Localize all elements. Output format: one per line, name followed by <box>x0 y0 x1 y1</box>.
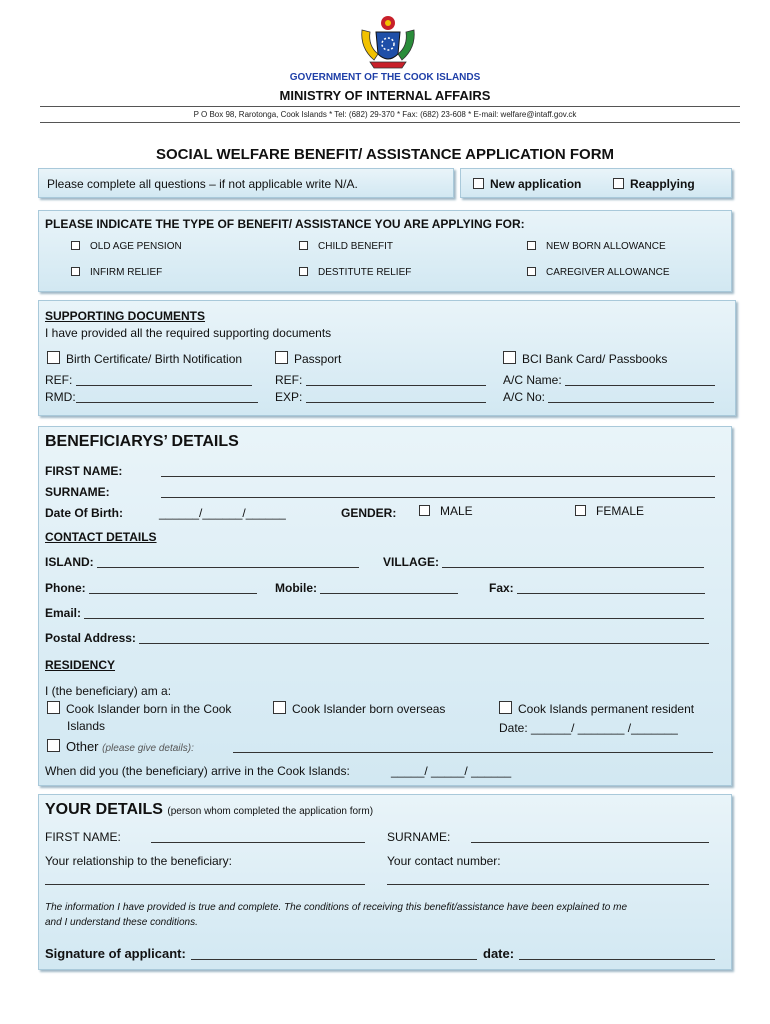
your-details-heading-row: YOUR DETAILS (person whom completed the application form) <box>45 801 374 818</box>
relationship-field[interactable] <box>45 873 365 885</box>
birth-rmd-field[interactable]: RMD: <box>45 390 258 404</box>
new-application-checkbox[interactable] <box>473 178 484 189</box>
ministry-title: MINISTRY OF INTERNAL AFFAIRS <box>279 88 491 103</box>
signature-field[interactable] <box>191 948 477 960</box>
checkbox[interactable] <box>575 505 586 516</box>
checkbox[interactable] <box>47 739 60 752</box>
new-application-option[interactable]: New application <box>473 177 581 191</box>
residency-other-details-field[interactable] <box>233 741 713 753</box>
instructions-panel <box>38 168 454 198</box>
instructions-text: Please complete all questions – if not applicable write N/A. <box>47 177 358 191</box>
signature-label: Signature of applicant: <box>45 946 186 961</box>
beneficiary-first-name-field[interactable] <box>161 465 715 477</box>
declaration-text-cont: and I understand these conditions. <box>45 917 198 928</box>
gender-female-option[interactable]: FEMALE <box>575 504 644 518</box>
arrival-date-field[interactable]: _____/ _____/ ______ <box>391 764 512 778</box>
checkbox[interactable] <box>527 267 536 276</box>
benefit-option-caregiver-allowance[interactable]: CAREGIVER ALLOWANCE <box>527 267 670 278</box>
signature-date-field[interactable] <box>519 948 715 960</box>
reapplying-checkbox[interactable] <box>613 178 624 189</box>
contact-details-heading: CONTACT DETAILS <box>45 530 157 544</box>
phone-field[interactable]: Phone: <box>45 581 257 595</box>
checkbox[interactable] <box>527 241 536 250</box>
beneficiary-surname-field[interactable] <box>161 486 715 498</box>
mobile-field[interactable]: Mobile: <box>275 581 458 595</box>
account-number-field[interactable]: A/C No: <box>503 390 714 404</box>
supporting-documents-panel <box>38 300 736 416</box>
residency-born-cook-islands[interactable]: Cook Islander born in the Cook <box>47 701 231 716</box>
declaration-text: The information I have provided is true and complete. The conditions of receiving this benefit/assistance have been explained to me <box>45 902 628 913</box>
island-field[interactable]: ISLAND: <box>45 555 359 569</box>
coat-of-arms-logo <box>352 14 424 72</box>
gender-male-option[interactable]: MALE <box>419 504 473 518</box>
passport-ref-field[interactable]: REF: <box>275 373 486 387</box>
your-surname-field[interactable] <box>471 831 709 843</box>
birth-certificate-option[interactable]: Birth Certificate/ Birth Notification <box>47 351 242 366</box>
checkbox[interactable] <box>273 701 286 714</box>
supporting-documents-heading: SUPPORTING DOCUMENTS <box>45 309 206 323</box>
checkbox[interactable] <box>71 241 80 250</box>
your-surname-label: SURNAME: <box>387 830 451 844</box>
gender-label: GENDER: <box>341 506 397 520</box>
beneficiary-details-panel <box>38 426 732 786</box>
residency-heading: RESIDENCY <box>45 658 116 672</box>
birth-ref-field[interactable]: REF: <box>45 373 252 387</box>
checkbox[interactable] <box>71 267 80 276</box>
reapplying-option[interactable]: Reapplying <box>613 177 695 191</box>
application-type-panel <box>460 168 732 198</box>
surname-label: SURNAME: <box>45 485 110 499</box>
residency-born-cook-islands-cont: Islands <box>67 719 106 733</box>
checkbox[interactable] <box>299 241 308 250</box>
contact-address: P O Box 98, Rarotonga, Cook Islands * Tel: (682) 29-370 * Fax: (682) 23-608 * E-mail: welfare@intaff.gov.ck <box>193 110 577 119</box>
your-first-name-label: FIRST NAME: <box>45 830 121 844</box>
relationship-label: Your relationship to the beneficiary: <box>45 854 233 868</box>
dob-label: Date Of Birth: <box>45 506 123 520</box>
government-title: GOVERNMENT OF THE COOK ISLANDS <box>289 72 481 83</box>
checkbox[interactable] <box>47 351 60 364</box>
benefit-option-new-born-allowance[interactable]: NEW BORN ALLOWANCE <box>527 241 666 252</box>
benefit-option-old-age-pension[interactable]: OLD AGE PENSION <box>71 241 182 252</box>
your-first-name-field[interactable] <box>151 831 365 843</box>
checkbox[interactable] <box>299 267 308 276</box>
residency-permanent-resident[interactable]: Cook Islands permanent resident <box>499 701 694 716</box>
divider <box>40 122 740 123</box>
beneficiary-details-heading: BENEFICIARYS’ DETAILS <box>45 433 239 450</box>
form-title: SOCIAL WELFARE BENEFIT/ ASSISTANCE APPLICATION FORM <box>155 146 615 163</box>
passport-exp-field[interactable]: EXP: <box>275 390 486 404</box>
supporting-documents-statement: I have provided all the required supporting documents <box>45 326 332 340</box>
account-name-field[interactable]: A/C Name: <box>503 373 715 387</box>
bci-bank-card-option[interactable]: BCI Bank Card/ Passbooks <box>503 351 667 366</box>
checkbox[interactable] <box>503 351 516 364</box>
dob-field[interactable]: ______/______/______ <box>159 506 286 520</box>
your-details-panel <box>38 794 732 970</box>
residency-born-overseas[interactable]: Cook Islander born overseas <box>273 701 445 716</box>
benefit-option-destitute-relief[interactable]: DESTITUTE RELIEF <box>299 267 411 278</box>
benefit-option-infirm-relief[interactable]: INFIRM RELIEF <box>71 267 162 278</box>
village-field[interactable]: VILLAGE: <box>383 555 704 569</box>
checkbox[interactable] <box>275 351 288 364</box>
checkbox[interactable] <box>419 505 430 516</box>
checkbox[interactable] <box>499 701 512 714</box>
passport-option[interactable]: Passport <box>275 351 341 366</box>
signature-date-label: date: <box>483 946 515 961</box>
residency-intro: I (the beneficiary) am a: <box>45 684 172 698</box>
benefit-option-child-benefit[interactable]: CHILD BENEFIT <box>299 241 393 252</box>
first-name-label: FIRST NAME: <box>45 464 123 478</box>
fax-field[interactable]: Fax: <box>489 581 705 595</box>
residency-date-field[interactable]: Date: ______/ _______ /_______ <box>499 721 678 735</box>
benefit-type-panel <box>38 210 732 292</box>
email-field[interactable]: Email: <box>45 606 704 620</box>
arrival-date-label: When did you (the beneficiary) arrive in the Cook Islands: <box>45 764 350 778</box>
contact-number-label: Your contact number: <box>387 854 501 868</box>
residency-other-option[interactable]: Other (please give details): <box>47 739 194 754</box>
postal-address-field[interactable]: Postal Address: <box>45 631 709 645</box>
divider <box>40 106 740 107</box>
checkbox[interactable] <box>47 701 60 714</box>
contact-number-field[interactable] <box>387 873 709 885</box>
benefit-type-heading: PLEASE INDICATE THE TYPE OF BENEFIT/ ASSISTANCE YOU ARE APPLYING FOR: <box>45 217 525 231</box>
